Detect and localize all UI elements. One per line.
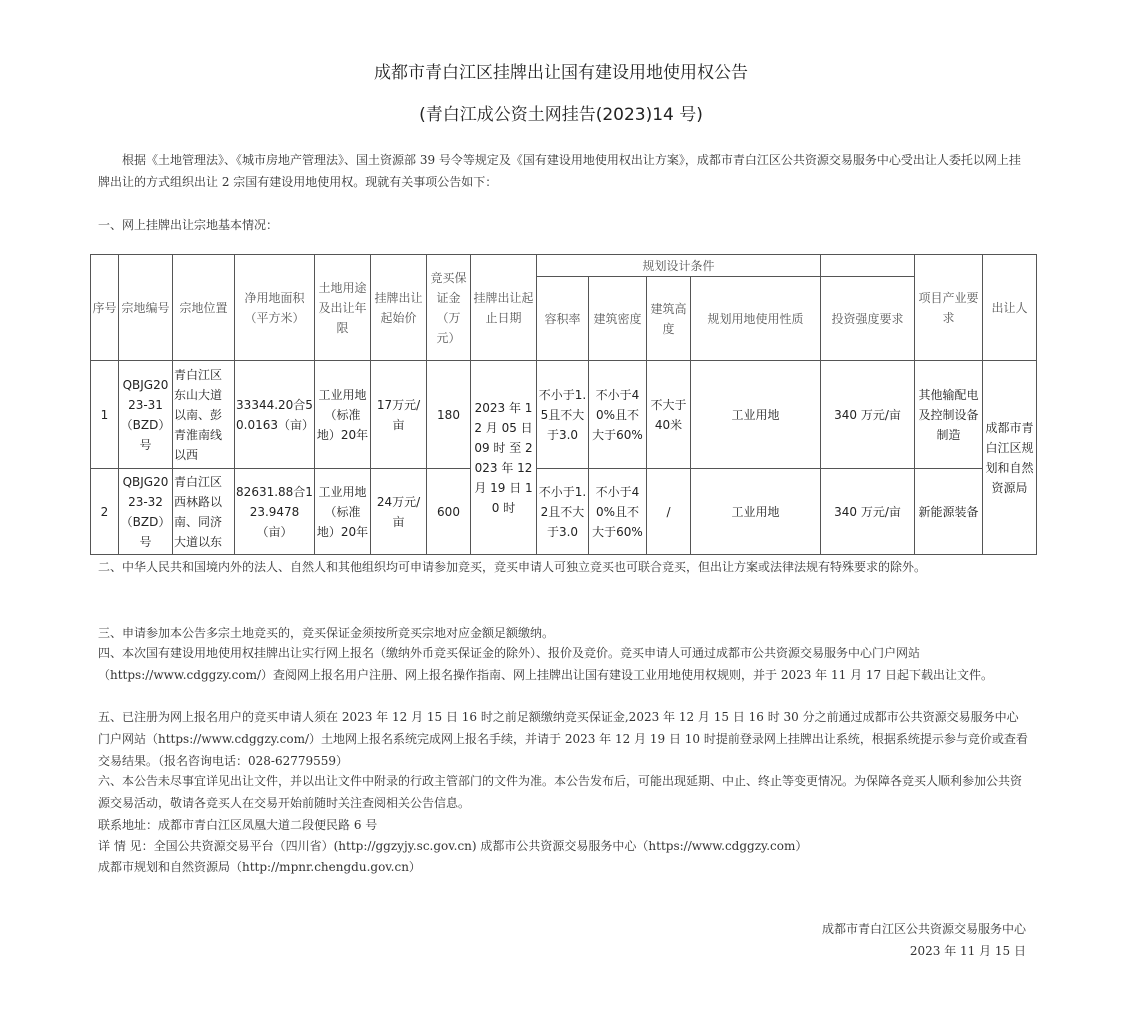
announcement-title: 成都市青白江区挂牌出让国有建设用地使用权公告 xyxy=(374,63,748,83)
header-deposit: 竞买保证金（万元） xyxy=(427,255,471,361)
section1-heading: 一、网上挂牌出让宗地基本情况： xyxy=(98,218,279,232)
table-row xyxy=(91,469,1037,555)
header-location: 宗地位置 xyxy=(173,255,235,361)
header-use-term: 土地用途及出让年限 xyxy=(315,255,371,361)
cell-industry: 新能源装备 xyxy=(915,469,983,555)
paragraph-3: 三、申请参加本公告多宗土地竞买的，竞买保证金须按所竞买宗地对应金额足额缴纳。 xyxy=(98,626,555,640)
cell-use-term: 工业用地（标准地）20年 xyxy=(315,361,371,469)
cell-deposit: 600 xyxy=(427,469,471,555)
header-period: 挂牌出让起止日期 xyxy=(471,255,537,361)
cell-location: 青白江区西林路以南、同济大道以东 xyxy=(173,469,235,555)
cell-land-use: 工业用地 xyxy=(691,469,821,555)
paragraph-6: 六、本公告未尽事宜详见出让文件，并以出让文件中附录的行政主管部门的文件为准。本公告发布后，可能出现延期、中止、终止等变更情况。为保障各竞买人顺利参加公共资源交易活动，敬请各竞买人在交易开始前随时关注查阅相关公告信息。 xyxy=(98,774,1023,810)
cell-density: 不小于40%且不大于60% xyxy=(589,469,647,555)
cell-seq: 1 xyxy=(91,361,119,469)
signature-org: 成都市青白江区公共资源交易服务中心 xyxy=(821,922,1026,936)
header-parcel-no: 宗地编号 xyxy=(119,255,173,361)
cell-start-price: 24万元/亩 xyxy=(371,469,427,555)
bureau-line: 成都市规划和自然资源局（http://mpnr.chengdu.gov.cn） xyxy=(98,860,421,874)
cell-location: 青白江区东山大道以南、彭青淮南线以西 xyxy=(173,361,235,469)
cell-seq: 2 xyxy=(91,469,119,555)
header-start-price: 挂牌出让起始价 xyxy=(371,255,427,361)
cell-density: 不小于40%且不大于60% xyxy=(589,361,647,469)
cell-deposit: 180 xyxy=(427,361,471,469)
cell-far: 不小于1.2且不大于3.0 xyxy=(537,469,589,555)
header-grantor: 出让人 xyxy=(983,255,1037,361)
cell-parcel-no: QBJG2023-31（BZD）号 xyxy=(119,361,173,469)
header-blank xyxy=(821,255,915,277)
header-investment: 投资强度要求 xyxy=(821,277,915,361)
signature-date: 2023 年 11 月 15 日 xyxy=(909,944,1026,958)
cell-industry: 其他输配电及控制设备制造 xyxy=(915,361,983,469)
land-parcel-table xyxy=(90,254,1037,555)
cell-area: 82631.88合123.9478（亩） xyxy=(235,469,315,555)
announcement-subtitle: (青白江成公资土网挂告(2023)14 号) xyxy=(419,105,703,125)
paragraph-4: 四、本次国有建设用地使用权挂牌出让实行网上报名（缴纳外币竞买保证金的除外）、报价及竞价。竞买申请人可通过成都市公共资源交易服务中心门户网站（https://www.cdggzy.com/）查阅网上报名用户注册、网上报名操作指南、网上挂牌出让国有建设工业用地使用权规则，并于 2023 年 11 月 17 日起下载出让文件。 xyxy=(98,646,993,682)
cell-use-term: 工业用地（标准地）20年 xyxy=(315,469,371,555)
table-row xyxy=(91,361,1037,469)
header-land-use: 规划用地使用性质 xyxy=(691,277,821,361)
cell-investment: 340 万元/亩 xyxy=(821,361,915,469)
cell-start-price: 17万元/亩 xyxy=(371,361,427,469)
intro-paragraph: 根据《土地管理法》、《城市房地产管理法》、国土资源部 39 号令等规定及《国有建设用地使用权出让方案》，成都市青白江区公共资源交易服务中心受出让人委托以网上挂牌出让的方式组织出让 2 宗国有建设用地使用权。现就有关事项公告如下： xyxy=(98,153,1021,189)
header-industry: 项目产业要求 xyxy=(915,255,983,361)
header-height: 建筑高度 xyxy=(647,277,691,361)
cell-period: 2023 年 12 月 05 日 09 时 至 2023 年 12 月 19 日 10 时 xyxy=(471,361,537,555)
cell-area: 33344.20合50.0163（亩） xyxy=(235,361,315,469)
cell-far: 不小于1.5且不大于3.0 xyxy=(537,361,589,469)
cell-grantor: 成都市青白江区规划和自然资源局 xyxy=(983,361,1037,555)
header-area: 净用地面积（平方米） xyxy=(235,255,315,361)
contact-address: 联系地址：成都市青白江区凤凰大道二段便民路 6 号 xyxy=(98,818,378,832)
details-line: 详 情 见：全国公共资源交易平台（四川省）(http://ggzyjy.sc.gov.cn) 成都市公共资源交易服务中心（https://www.cdggzy.com） xyxy=(98,839,808,853)
header-seq: 序号 xyxy=(91,255,119,361)
paragraph-2: 二、中华人民共和国境内外的法人、自然人和其他组织均可申请参加竞买，竞买申请人可独立竞买也可联合竞买，但出让方案或法律法规有特殊要求的除外。 xyxy=(98,560,927,574)
cell-height: 不大于40米 xyxy=(647,361,691,469)
cell-parcel-no: QBJG2023-32（BZD）号 xyxy=(119,469,173,555)
paragraph-5: 五、已注册为网上报名用户的竞买申请人须在 2023 年 12 月 15 日 16 时之前足额缴纳竞买保证金,2023 年 12 月 15 日 16 时 30 分之前通过成都市公共资源交易服务中心门户网站（https://www.cdggzy.com/）土地网上报名系统完成网上报名手续，并请于 2023 年 12 月 19 日 10 时提前登录网上挂牌出让系统，根据系统提示参与竞价或查看交易结果。（报名咨询电话：028-62779559） xyxy=(98,710,1028,768)
header-plan-group: 规划设计条件 xyxy=(537,255,821,277)
header-far: 容积率 xyxy=(537,277,589,361)
cell-land-use: 工业用地 xyxy=(691,361,821,469)
cell-investment: 340 万元/亩 xyxy=(821,469,915,555)
header-density: 建筑密度 xyxy=(589,277,647,361)
cell-height: / xyxy=(647,469,691,555)
